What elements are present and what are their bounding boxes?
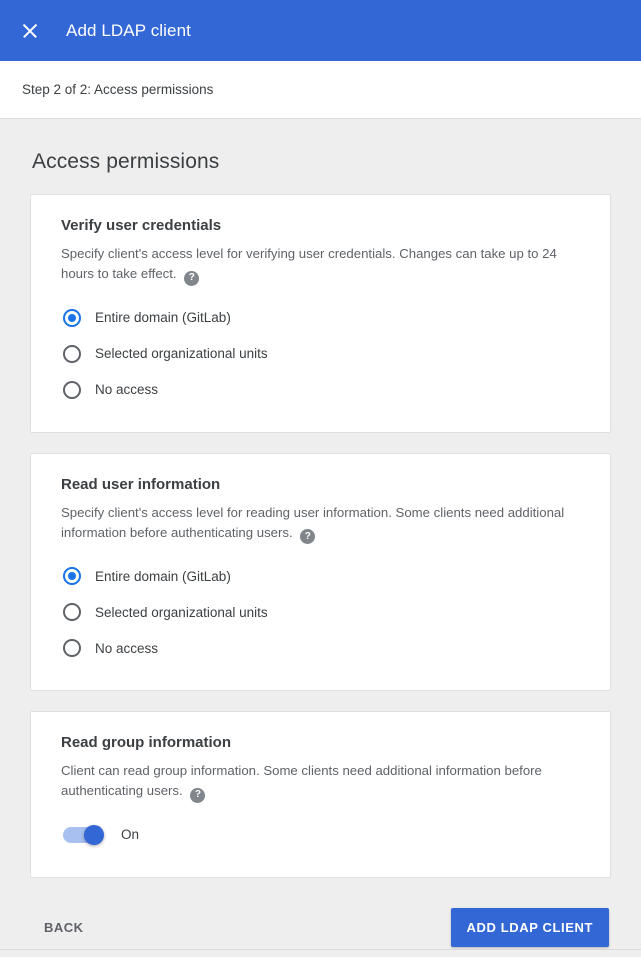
card-description	[61, 244, 580, 286]
card-read-group-information	[30, 711, 611, 878]
group-info-toggle-row	[61, 817, 580, 853]
radio-indicator[interactable]	[63, 639, 81, 657]
radio-option-entire-domain[interactable]	[61, 558, 580, 594]
card-title: Read user information	[61, 475, 221, 493]
radio-option-label: Entire domain (GitLab)	[95, 310, 231, 325]
radio-option-label: Entire domain (GitLab)	[95, 568, 231, 584]
close-icon[interactable]	[18, 19, 42, 43]
radio-indicator[interactable]	[63, 381, 81, 399]
step-indicator	[0, 61, 641, 119]
radio-indicator[interactable]	[63, 345, 81, 363]
group-info-toggle[interactable]	[63, 827, 103, 843]
page-title: Access permissions	[32, 150, 220, 173]
card-title: Read group information	[61, 734, 231, 751]
back-button[interactable]: BACK	[32, 910, 96, 945]
add-ldap-client-button[interactable]: ADD LDAP CLIENT	[451, 908, 609, 947]
radio-indicator[interactable]	[63, 603, 81, 621]
dialog-title: Add LDAP client	[66, 20, 191, 40]
footer-actions	[30, 898, 611, 947]
card-description-text: Specify client's access level for verifying user credentials. Changes can take up to 24 hours to take effect.	[61, 246, 557, 281]
radio-indicator[interactable]	[63, 309, 81, 327]
radio-option-label: No access	[95, 382, 159, 397]
card-read-user-information	[30, 453, 611, 692]
step-indicator-label: Step 2 of 2: Access permissions	[22, 82, 214, 97]
bottom-divider	[0, 949, 641, 950]
main-content	[0, 150, 641, 947]
card-title: Verify user credentials	[61, 217, 222, 234]
radio-option-label: No access	[95, 640, 159, 656]
radio-option-entire-domain[interactable]	[61, 300, 580, 336]
radio-option-no-access[interactable]	[61, 630, 580, 666]
radio-option-label: Selected organizational units	[95, 604, 268, 620]
dialog-header	[0, 0, 641, 61]
card-verify-user-credentials	[30, 194, 611, 433]
radio-option-selected-org-units[interactable]	[61, 594, 580, 630]
radio-option-label: Selected organizational units	[95, 346, 268, 361]
help-icon[interactable]: ?	[300, 529, 315, 544]
card-description-text: Specify client's access level for reading user information. Some clients need additional information before authenticating users.	[61, 504, 565, 540]
card-description	[61, 761, 580, 803]
radio-option-no-access[interactable]	[61, 372, 580, 408]
toggle-knob	[84, 825, 104, 845]
card-description-text: Client can read group information. Some clients need additional information before authenticating users.	[61, 763, 542, 798]
radio-indicator[interactable]	[63, 567, 81, 585]
toggle-state-label: On	[121, 827, 140, 842]
help-icon[interactable]: ?	[184, 271, 199, 286]
card-description	[61, 503, 580, 545]
radio-option-selected-org-units[interactable]	[61, 336, 580, 372]
help-icon[interactable]: ?	[190, 788, 205, 803]
